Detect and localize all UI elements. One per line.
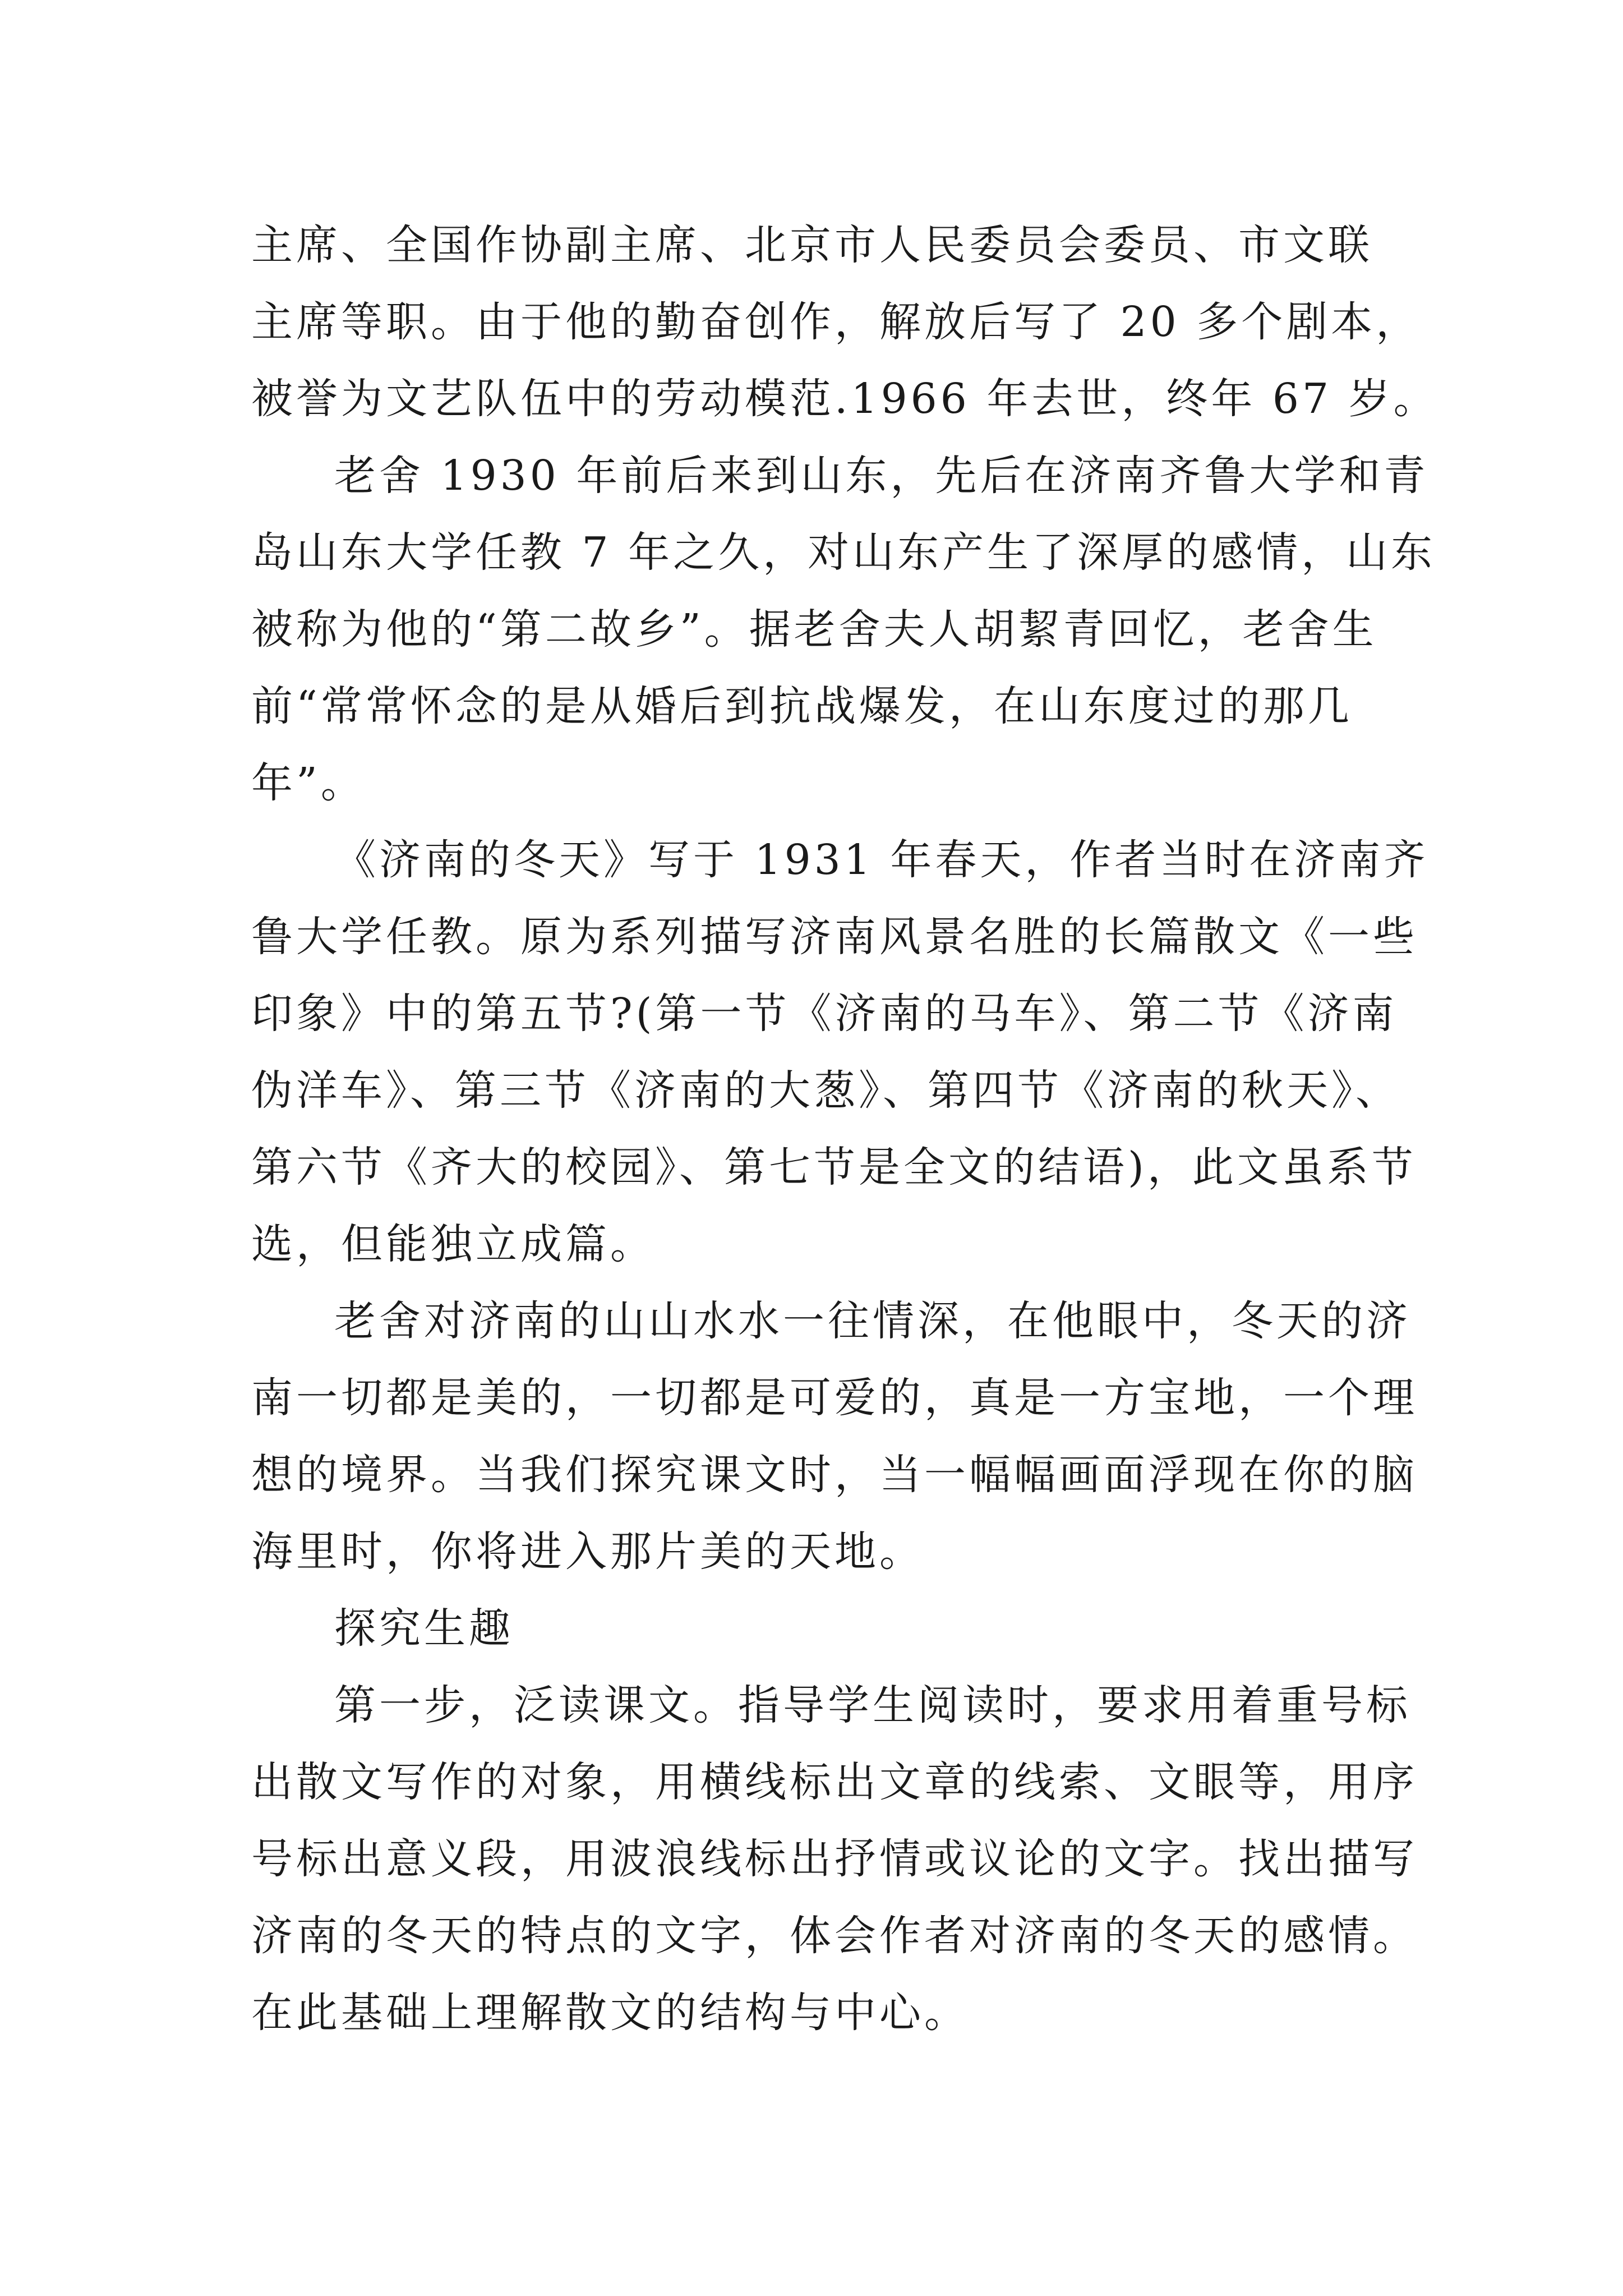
text-line: 在此基础上理解散文的结构与中心。 — [251, 1989, 969, 2037]
text-line: 印象》中的第五节?(第一节《济南的马车》、第二节《济南 — [251, 990, 1398, 1038]
text-line: 第六节《齐大的校园》、第七节是全文的结语)，此文虽系节 — [251, 1143, 1417, 1191]
section-heading: 探究生趣 — [334, 1604, 514, 1653]
text-line: 被称为他的“第二故乡”。据老舍夫人胡絜青回忆，老舍生 — [251, 605, 1377, 654]
text-line: 被誉为文艺队伍中的劳动模范.1966 年去世，终年 67 岁。 — [251, 375, 1438, 423]
paragraph-first-line: 第一步，泛读课文。指导学生阅读时，要求用着重号标 — [334, 1681, 1411, 1729]
text-line: 主席、全国作协副主席、北京市人民委员会委员、市文联 — [251, 221, 1373, 269]
text-line: 号标出意义段，用波浪线标出抒情或议论的文字。找出描写 — [251, 1835, 1418, 1883]
text-line: 济南的冬天的特点的文字，体会作者对济南的冬天的感情。 — [251, 1912, 1418, 1960]
text-line: 想的境界。当我们探究课文时，当一幅幅画面浮现在你的脑 — [251, 1451, 1418, 1499]
text-line: 鲁大学任教。原为系列描写济南风景名胜的长篇散文《一些 — [251, 913, 1418, 961]
text-line: 伪洋车》、第三节《济南的大葱》、第四节《济南的秋天》、 — [251, 1066, 1400, 1115]
text-line: 主席等职。由于他的勤奋创作，解放后写了 20 多个剧本， — [251, 298, 1421, 346]
text-line: 年”。 — [251, 759, 366, 807]
paragraph-first-line: 老舍对济南的山山水水一往情深，在他眼中，冬天的济 — [334, 1297, 1411, 1345]
text-line: 选，但能独立成篇。 — [251, 1220, 655, 1268]
paragraph-first-line: 老舍 1930 年前后来到山东，先后在济南齐鲁大学和青 — [334, 452, 1429, 500]
text-line: 前“常常怀念的是从婚后到抗战爆发，在山东度过的那几 — [251, 682, 1353, 730]
text-line: 出散文写作的对象，用横线标出文章的线索、文眼等，用序 — [251, 1758, 1418, 1806]
text-line: 南一切都是美的，一切都是可爱的，真是一方宝地，一个理 — [251, 1374, 1418, 1422]
text-line: 海里时，你将进入那片美的天地。 — [251, 1527, 924, 1576]
paragraph-first-line: 《济南的冬天》写于 1931 年春天，作者当时在济南齐 — [334, 836, 1429, 884]
text-line: 岛山东大学任教 7 年之久，对山东产生了深厚的感情，山东 — [251, 528, 1436, 577]
